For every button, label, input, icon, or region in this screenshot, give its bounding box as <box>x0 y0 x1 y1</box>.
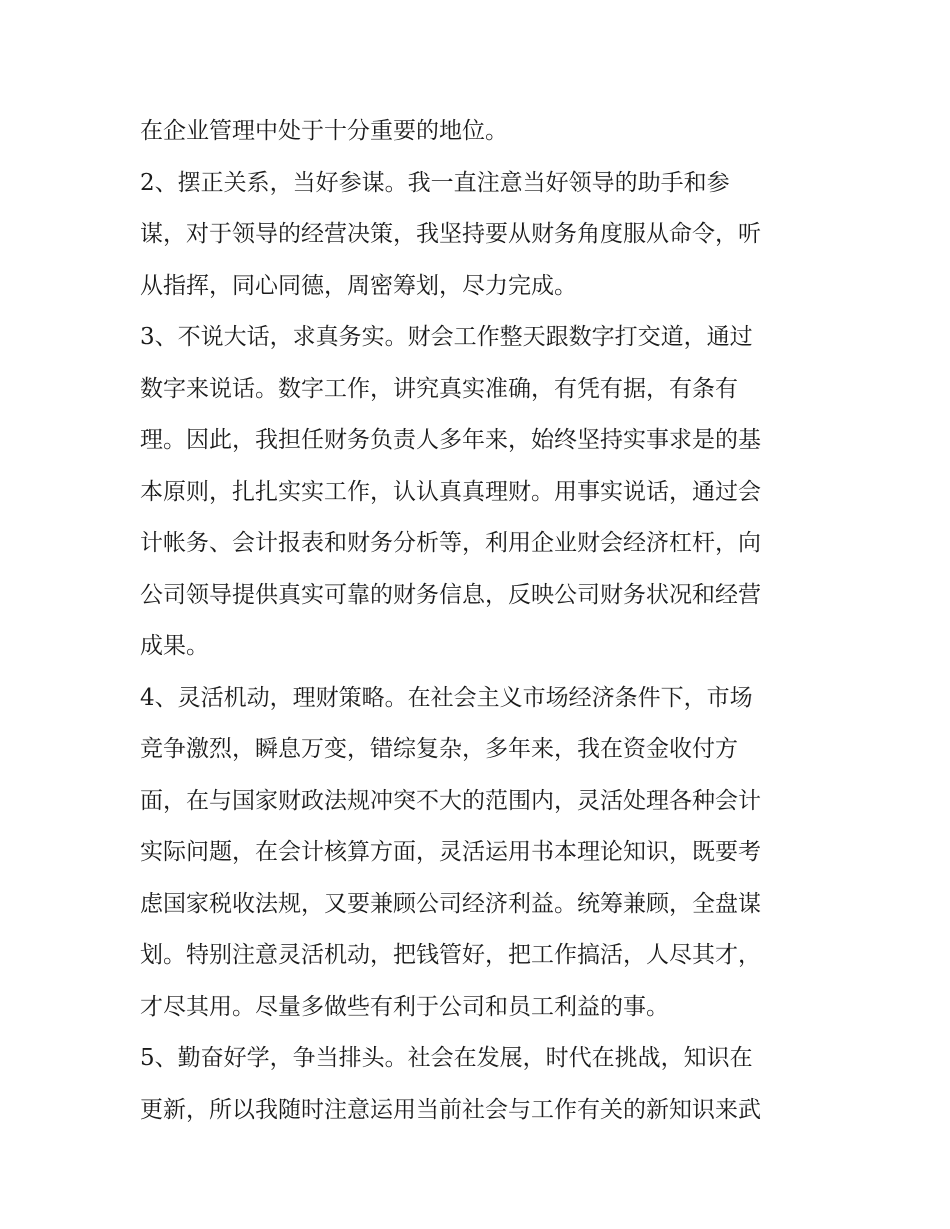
text-line: 公司领导提供真实可靠的财务信息，反映公司财务状况和经营 <box>140 581 761 608</box>
text-line: 实际问题，在会计核算方面，灵活运用书本理论知识，既要考 <box>140 839 761 865</box>
text-line: 5、勤奋好学，争当排头。社会在发展，时代在挑战，知识在 <box>140 1045 753 1071</box>
text-line: 谋，对于领导的经营决策，我坚持要从财务角度服从命令，听 <box>140 221 761 247</box>
text-line: 更新，所以我随时注意运用当前社会与工作有关的新知识来武 <box>140 1096 761 1123</box>
text-line: 划。特别注意灵活机动，把钱管好，把工作搞活，人尽其才， <box>140 942 761 968</box>
text-line: 2、摆正关系，当好参谋。我一直注意当好领导的助手和参 <box>140 169 730 196</box>
text-line: 本原则，扎扎实实工作，认认真真理财。用事实说话，通过会 <box>140 478 761 505</box>
document-body <box>140 106 820 1136</box>
text-line: 成果。 <box>140 633 209 659</box>
text-line: 理。因此，我担任财务负责人多年来，始终坚持实事求是的基 <box>140 427 761 453</box>
text-line: 面，在与国家财政法规冲突不大的范围内，灵活处理各种会计 <box>140 787 761 814</box>
text-line: 在企业管理中处于十分重要的地位。 <box>140 118 508 144</box>
text-line: 竞争激烈，瞬息万变，错综复杂，多年来，我在资金收付方 <box>140 736 738 762</box>
text-line: 4、灵活机动，理财策略。在社会主义市场经济条件下，市场 <box>140 684 753 711</box>
text-line: 3、不说大话，求真务实。财会工作整天跟数字打交道，通过 <box>140 324 753 350</box>
text-line: 计帐务、会计报表和财务分析等，利用企业财会经济杠杆，向 <box>140 530 761 556</box>
text-line: 才尽其用。尽量多做些有利于公司和员工利益的事。 <box>140 993 669 1020</box>
text-line: 虑国家税收法规，又要兼顾公司经济利益。统筹兼顾，全盘谋 <box>140 890 761 917</box>
text-line: 数字来说话。数字工作，讲究真实准确，有凭有据，有条有 <box>140 375 738 402</box>
text-line: 从指挥，同心同德，周密筹划，尽力完成。 <box>140 272 577 299</box>
